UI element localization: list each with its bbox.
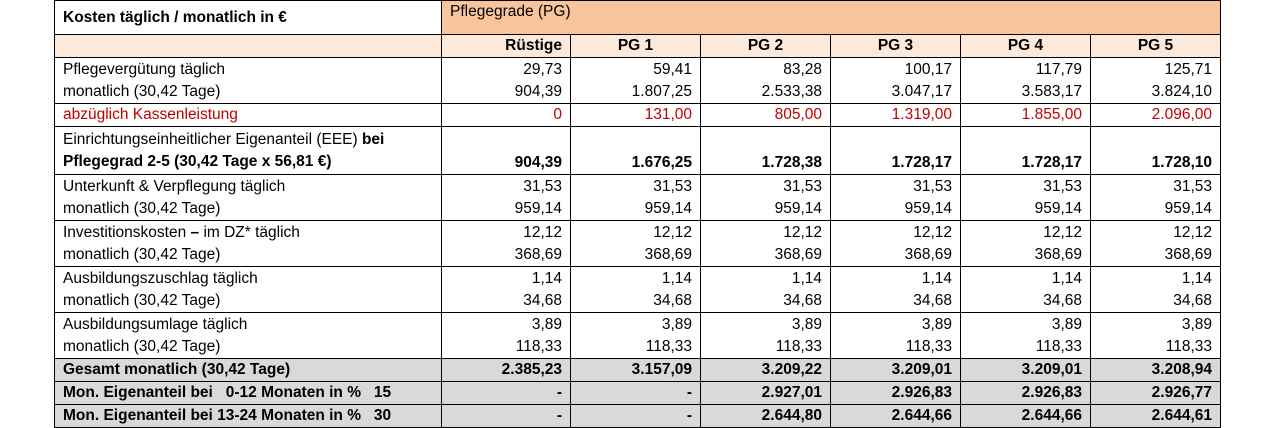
table-row bbox=[55, 382, 1221, 405]
value-cell bbox=[1091, 175, 1221, 221]
value-monthly: 34,68 bbox=[653, 291, 692, 309]
value-cell bbox=[961, 127, 1091, 175]
value-cell bbox=[701, 267, 831, 313]
value-cell bbox=[571, 313, 701, 359]
value-cell: 2.926,83 bbox=[961, 382, 1091, 405]
label-part: Investitionskosten bbox=[63, 223, 191, 241]
value-cell: 2.644,66 bbox=[961, 405, 1091, 428]
value-cell bbox=[1091, 313, 1221, 359]
column-header: PG 4 bbox=[961, 35, 1091, 58]
column-header-row bbox=[55, 35, 1221, 58]
table-title: Kosten täglich / monatlich in € bbox=[55, 1, 442, 35]
table-row bbox=[55, 104, 1221, 127]
value-monthly: 368,69 bbox=[644, 245, 692, 263]
table-row bbox=[55, 405, 1221, 428]
value-daily: 1,14 bbox=[791, 269, 822, 287]
value-monthly: 1.728,17 bbox=[891, 154, 952, 171]
value-daily: 125,71 bbox=[1164, 60, 1212, 78]
label-part: im DZ* täglich bbox=[199, 223, 300, 241]
value-cell bbox=[1091, 127, 1221, 175]
value-monthly: 34,68 bbox=[1043, 291, 1082, 309]
value-monthly: 368,69 bbox=[904, 245, 952, 263]
label-dash: – bbox=[190, 223, 200, 241]
row-label-line1 bbox=[63, 129, 433, 151]
value-daily: 12,12 bbox=[1173, 223, 1212, 241]
value-daily: 83,28 bbox=[783, 60, 822, 78]
value-cell bbox=[701, 175, 831, 221]
value-daily: 12,12 bbox=[783, 223, 822, 241]
value-daily: 3,89 bbox=[1051, 315, 1082, 333]
value-monthly: 959,14 bbox=[644, 199, 692, 217]
label-bold: bei bbox=[361, 130, 385, 148]
value-daily: 12,12 bbox=[1043, 223, 1082, 241]
value-cell: 805,00 bbox=[701, 104, 831, 127]
value-monthly: 3.047,17 bbox=[891, 82, 952, 100]
value-daily: 1,14 bbox=[921, 269, 952, 287]
value-cell: 3.209,22 bbox=[701, 359, 831, 382]
value-cell bbox=[571, 175, 701, 221]
value-daily: 31,53 bbox=[1043, 177, 1082, 195]
value-cell bbox=[442, 58, 571, 104]
value-monthly: 368,69 bbox=[1034, 245, 1082, 263]
value-cell bbox=[701, 58, 831, 104]
column-header: Rüstige bbox=[442, 35, 571, 58]
value-cell bbox=[571, 127, 701, 175]
table-row bbox=[55, 359, 1221, 382]
value-cell: 2.096,00 bbox=[1091, 104, 1221, 127]
value-cell: 3.209,01 bbox=[831, 359, 961, 382]
column-header-empty bbox=[55, 35, 442, 58]
value-daily: 31,53 bbox=[653, 177, 692, 195]
row-label-line2: monatlich (30,42 Tage) bbox=[63, 199, 221, 217]
table-header-row bbox=[55, 1, 1221, 35]
value-monthly: 118,33 bbox=[775, 337, 822, 355]
value-cell bbox=[442, 313, 571, 359]
cost-table-container bbox=[54, 0, 1220, 428]
value-daily: 31,53 bbox=[783, 177, 822, 195]
row-label bbox=[55, 58, 442, 104]
value-monthly: 3.583,17 bbox=[1021, 82, 1082, 100]
row-label-line1 bbox=[63, 222, 433, 244]
value-cell: 2.926,77 bbox=[1091, 382, 1221, 405]
value-daily: 3,89 bbox=[531, 315, 562, 333]
value-monthly: 118,33 bbox=[645, 337, 692, 355]
value-daily: 31,53 bbox=[1173, 177, 1212, 195]
value-cell bbox=[831, 175, 961, 221]
value-monthly: 959,14 bbox=[1034, 199, 1082, 217]
value-cell: 3.208,94 bbox=[1091, 359, 1221, 382]
row-label bbox=[55, 313, 442, 359]
value-monthly: 118,33 bbox=[515, 337, 562, 355]
value-cell bbox=[961, 175, 1091, 221]
value-monthly: 118,33 bbox=[1165, 337, 1212, 355]
value-cell: 1.855,00 bbox=[961, 104, 1091, 127]
value-cell: 1.319,00 bbox=[831, 104, 961, 127]
value-cell bbox=[831, 313, 961, 359]
row-label-line1: Ausbildungszuschlag täglich bbox=[63, 269, 258, 287]
table-row bbox=[55, 221, 1221, 267]
value-cell: 2.644,66 bbox=[831, 405, 961, 428]
value-daily: 1,14 bbox=[661, 269, 692, 287]
value-cell bbox=[571, 267, 701, 313]
column-header: PG 5 bbox=[1091, 35, 1221, 58]
column-header: PG 2 bbox=[701, 35, 831, 58]
value-cell: 2.644,80 bbox=[701, 405, 831, 428]
value-monthly: 1.728,38 bbox=[761, 154, 822, 171]
value-monthly: 904,39 bbox=[514, 82, 562, 100]
value-monthly: 959,14 bbox=[1164, 199, 1212, 217]
value-daily: 29,73 bbox=[523, 60, 562, 78]
value-monthly: 368,69 bbox=[774, 245, 822, 263]
value-daily: 100,17 bbox=[904, 60, 952, 78]
value-cell: - bbox=[442, 405, 571, 428]
value-cell bbox=[1091, 267, 1221, 313]
value-monthly: 34,68 bbox=[1173, 291, 1212, 309]
row-label-line2: monatlich (30,42 Tage) bbox=[63, 291, 221, 309]
value-cell bbox=[961, 58, 1091, 104]
value-cell: 2.385,23 bbox=[442, 359, 571, 382]
value-daily: 117,79 bbox=[1035, 60, 1082, 78]
value-monthly: 118,33 bbox=[905, 337, 952, 355]
value-monthly: 34,68 bbox=[783, 291, 822, 309]
value-cell: 131,00 bbox=[571, 104, 701, 127]
column-header: PG 3 bbox=[831, 35, 961, 58]
value-monthly: 904,39 bbox=[514, 154, 562, 171]
value-daily: 12,12 bbox=[913, 223, 952, 241]
value-cell bbox=[961, 313, 1091, 359]
table-row bbox=[55, 127, 1221, 175]
value-cell: 2.927,01 bbox=[701, 382, 831, 405]
row-label-line2: monatlich (30,42 Tage) bbox=[63, 245, 221, 263]
value-cell bbox=[701, 221, 831, 267]
value-daily: 3,89 bbox=[791, 315, 822, 333]
value-monthly: 118,33 bbox=[1035, 337, 1082, 355]
value-cell: - bbox=[442, 382, 571, 405]
value-daily: 12,12 bbox=[523, 223, 562, 241]
value-monthly: 34,68 bbox=[913, 291, 952, 309]
row-label bbox=[55, 221, 442, 267]
table-row bbox=[55, 313, 1221, 359]
value-cell bbox=[831, 221, 961, 267]
value-cell bbox=[1091, 221, 1221, 267]
value-monthly: 959,14 bbox=[774, 199, 822, 217]
value-cell bbox=[831, 267, 961, 313]
value-cell bbox=[961, 267, 1091, 313]
value-daily: 3,89 bbox=[661, 315, 692, 333]
row-label: Gesamt monatlich (30,42 Tage) bbox=[55, 359, 442, 382]
value-cell bbox=[442, 127, 571, 175]
value-daily: 3,89 bbox=[921, 315, 952, 333]
value-cell bbox=[571, 58, 701, 104]
value-daily: 1,14 bbox=[1181, 269, 1212, 287]
value-cell: - bbox=[571, 382, 701, 405]
table-row bbox=[55, 58, 1221, 104]
value-cell: 2.926,83 bbox=[831, 382, 961, 405]
pflegegrade-header: Pflegegrade (PG) bbox=[442, 1, 1221, 35]
value-daily: 1,14 bbox=[531, 269, 562, 287]
value-monthly: 1.728,10 bbox=[1151, 154, 1212, 171]
value-cell bbox=[961, 221, 1091, 267]
value-cell bbox=[442, 221, 571, 267]
value-cell bbox=[571, 221, 701, 267]
value-cell bbox=[831, 58, 961, 104]
value-monthly: 3.824,10 bbox=[1151, 82, 1212, 100]
value-cell bbox=[442, 175, 571, 221]
value-daily: 31,53 bbox=[523, 177, 562, 195]
value-monthly: 1.807,25 bbox=[631, 82, 692, 100]
value-cell bbox=[701, 127, 831, 175]
value-daily: 59,41 bbox=[653, 60, 692, 78]
column-header: PG 1 bbox=[571, 35, 701, 58]
value-daily: 31,53 bbox=[913, 177, 952, 195]
value-cell bbox=[1091, 58, 1221, 104]
table-row bbox=[55, 267, 1221, 313]
value-monthly: 368,69 bbox=[1164, 245, 1212, 263]
row-label-line2: monatlich (30,42 Tage) bbox=[63, 337, 221, 355]
row-label: Mon. Eigenanteil bei 13-24 Monaten in % 30 bbox=[55, 405, 442, 428]
row-label-line2: monatlich (30,42 Tage) bbox=[63, 82, 221, 100]
value-cell bbox=[831, 127, 961, 175]
row-label bbox=[55, 127, 442, 175]
row-label-line1: Ausbildungsumlage täglich bbox=[63, 315, 248, 333]
value-cell: - bbox=[571, 405, 701, 428]
value-cell: 0 bbox=[442, 104, 571, 127]
row-label bbox=[55, 175, 442, 221]
value-cell: 2.644,61 bbox=[1091, 405, 1221, 428]
value-monthly: 2.533,38 bbox=[761, 82, 822, 100]
row-label-line1: Pflegevergütung täglich bbox=[63, 60, 226, 78]
label-part: Einrichtungseinheitlicher Eigenanteil (EEE) bbox=[63, 130, 362, 148]
value-monthly: 34,68 bbox=[523, 291, 562, 309]
value-monthly: 959,14 bbox=[904, 199, 952, 217]
value-cell: 3.157,09 bbox=[571, 359, 701, 382]
value-daily: 1,14 bbox=[1051, 269, 1082, 287]
value-cell bbox=[701, 313, 831, 359]
row-label: abzüglich Kassenleistung bbox=[55, 104, 442, 127]
value-cell: 3.209,01 bbox=[961, 359, 1091, 382]
value-monthly: 1.676,25 bbox=[631, 154, 692, 171]
row-label-line1: Unterkunft & Verpflegung täglich bbox=[63, 177, 286, 195]
value-monthly: 368,69 bbox=[514, 245, 562, 263]
row-label: Mon. Eigenanteil bei 0-12 Monaten in % 15 bbox=[55, 382, 442, 405]
value-daily: 12,12 bbox=[653, 223, 692, 241]
row-label bbox=[55, 267, 442, 313]
value-monthly: 959,14 bbox=[514, 199, 562, 217]
value-daily: 3,89 bbox=[1181, 315, 1212, 333]
row-label-line2: Pflegegrad 2-5 (30,42 Tage x 56,81 €) bbox=[63, 152, 332, 170]
cost-table bbox=[54, 0, 1221, 428]
value-monthly: 1.728,17 bbox=[1021, 154, 1082, 171]
value-cell bbox=[442, 267, 571, 313]
table-row bbox=[55, 175, 1221, 221]
